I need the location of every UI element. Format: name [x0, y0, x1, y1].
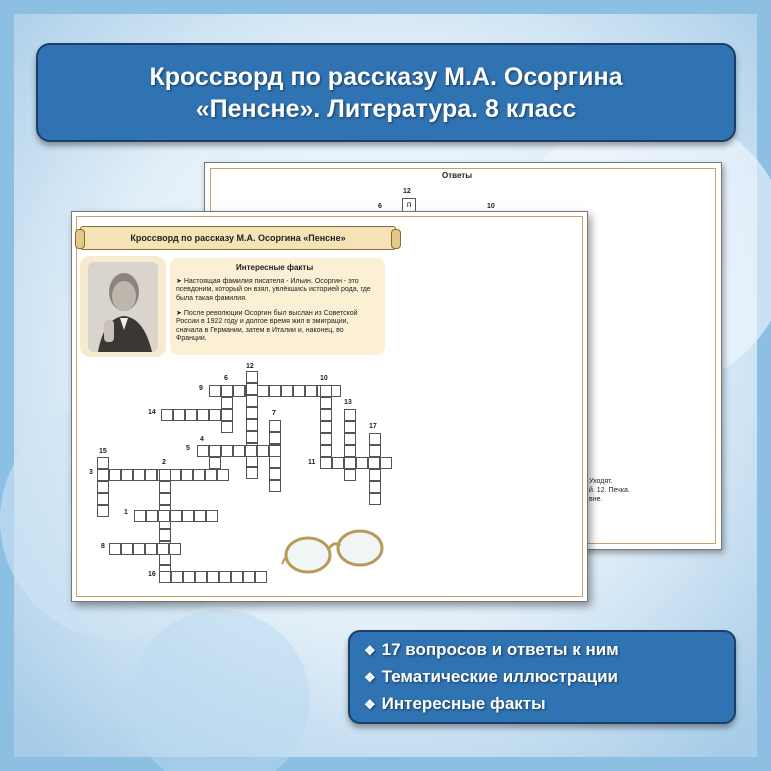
crossword-cell — [221, 397, 233, 409]
crossword-cell — [245, 445, 257, 457]
crossword-cell — [269, 468, 281, 480]
crossword-cell — [320, 457, 332, 469]
crossword-number: 3 — [89, 469, 93, 476]
crossword-cell — [257, 385, 269, 397]
crossword-cell — [246, 419, 258, 431]
crossword-cell — [97, 505, 109, 517]
crossword-cell — [369, 445, 381, 457]
crossword-cell — [281, 385, 293, 397]
crossword-cell — [269, 385, 281, 397]
crossword-cell — [97, 493, 109, 505]
crossword-cell — [269, 456, 281, 468]
answer-fragment-3: вне. — [589, 496, 603, 503]
crossword-cell — [146, 510, 158, 522]
crossword-cell — [159, 529, 171, 541]
crossword-cell — [157, 543, 169, 555]
crossword-cell — [161, 409, 173, 421]
crossword-cell — [181, 469, 193, 481]
crossword-number: 6 — [224, 375, 228, 382]
crossword-cell — [183, 571, 195, 583]
crossword-cell — [369, 469, 381, 481]
crossword-cell — [173, 409, 185, 421]
crossword-cell — [170, 510, 182, 522]
crossword-cell — [369, 493, 381, 505]
title-banner — [36, 43, 736, 142]
crossword-cell — [171, 571, 183, 583]
pince-nez-icon — [280, 520, 390, 580]
crossword-number: 5 — [186, 445, 190, 452]
crossword-cell — [182, 510, 194, 522]
crossword-cell — [209, 457, 221, 469]
title-line-1: Кроссворд по рассказу М.А. Осоргина — [149, 62, 623, 91]
crossword-cell — [195, 571, 207, 583]
crossword-cell — [121, 543, 133, 555]
crossword-cell — [221, 409, 233, 421]
crossword-cell — [320, 433, 332, 445]
crossword-cell — [145, 543, 157, 555]
crossword-cell — [344, 445, 356, 457]
feature-1: ❖ 17 вопросов и ответы к ним — [364, 640, 619, 659]
crossword-cell — [206, 510, 218, 522]
crossword-number: 10 — [320, 375, 328, 382]
crossword-cell — [320, 409, 332, 421]
author-portrait-icon — [80, 256, 166, 357]
fact-2: ➤ После революции Осоргин был выслан из Советской России в 1922 году и долгое время жил в эмиграции, сначала в Германии, затем в Италии и, наконец, во Франции. — [176, 310, 358, 343]
crossword-number: 11 — [308, 459, 316, 466]
answer-fragment-2: й. 12. Печка. — [589, 487, 630, 494]
crossword-cell — [369, 481, 381, 493]
facts-title: Интересные факты — [236, 263, 314, 272]
crossword-cell — [231, 571, 243, 583]
crossword-cell — [194, 510, 206, 522]
crossword-cell — [269, 432, 281, 444]
crossword-cell — [243, 571, 255, 583]
crossword-cell — [133, 543, 145, 555]
crossword-number: 2 — [162, 459, 166, 466]
crossword-number: 14 — [148, 409, 156, 416]
crossword-cell — [109, 543, 121, 555]
crossword-number: 8 — [101, 543, 105, 550]
crossword-cell — [121, 469, 133, 481]
title-line-2: «Пенсне». Литература. 8 класс — [195, 94, 577, 123]
crossword-cell — [344, 457, 356, 469]
crossword-cell — [159, 469, 171, 481]
crossword-cell — [246, 371, 258, 383]
crossword-cell — [221, 385, 233, 397]
crossword-cell — [332, 457, 344, 469]
crossword-cell — [197, 445, 209, 457]
facts-panel — [170, 258, 385, 355]
crossword-cell — [209, 445, 221, 457]
crossword-cell — [255, 571, 267, 583]
crossword-cell — [269, 445, 281, 457]
crossword-cell — [305, 385, 317, 397]
crossword-cell — [158, 510, 170, 522]
crossword-cell — [97, 457, 109, 469]
fact-1: ➤ Настоящая фамилия писателя - Ильин. Осоргин - это псевдоним, который он взял, увлёкшись историей рода, где была такая фамилия. — [176, 278, 371, 302]
crossword-cell — [344, 409, 356, 421]
crossword-cell — [320, 397, 332, 409]
crossword-cell — [246, 383, 258, 395]
crossword-cell — [269, 480, 281, 492]
crossword-cell — [97, 481, 109, 493]
crossword-cell — [293, 385, 305, 397]
crossword-number: 9 — [199, 385, 203, 392]
crossword-cell — [344, 421, 356, 433]
crossword-cell — [320, 421, 332, 433]
crossword-cell — [209, 409, 221, 421]
crossword-number: 7 — [272, 410, 276, 417]
crossword-cell — [133, 469, 145, 481]
crossword-cell — [205, 469, 217, 481]
crossword-cell — [369, 433, 381, 445]
crossword-cell — [246, 407, 258, 419]
crossword-cell — [246, 467, 258, 479]
crossword-number: 17 — [369, 423, 377, 430]
diamond-bullet-icon: ❖ — [364, 643, 376, 658]
crossword-cell — [368, 457, 380, 469]
crossword-cell — [269, 420, 281, 432]
crossword-cell — [221, 445, 233, 457]
crossword-cell — [159, 493, 171, 505]
crossword-cell — [193, 469, 205, 481]
crossword-cell — [109, 469, 121, 481]
crossword-number: 16 — [148, 571, 156, 578]
author-photo-frame — [80, 256, 166, 357]
crossword-number: 4 — [200, 436, 204, 443]
features-panel — [348, 630, 736, 724]
crossword-header-scroll: Кроссворд по рассказу М.А. Осоргина «Пенсне» — [80, 226, 396, 250]
crossword-cell — [197, 409, 209, 421]
crossword-cell — [246, 395, 258, 407]
crossword-cell — [217, 469, 229, 481]
diamond-bullet-icon: ❖ — [364, 697, 376, 712]
diamond-bullet-icon: ❖ — [364, 670, 376, 685]
answer-fragment-1: Уходят. — [589, 478, 613, 485]
crossword-cell — [134, 510, 146, 522]
crossword-cell — [169, 543, 181, 555]
crossword-cell — [207, 571, 219, 583]
crossword-number: 15 — [99, 448, 107, 455]
crossword-cell — [233, 445, 245, 457]
feature-3: ❖ Интересные факты — [364, 694, 546, 713]
crossword-cell — [344, 433, 356, 445]
crossword-cell — [356, 457, 368, 469]
crossword-cell — [185, 409, 197, 421]
answer-letter-cell: п — [402, 198, 416, 212]
crossword-cell — [233, 385, 245, 397]
answers-number-10: 10 — [487, 203, 495, 210]
crossword-cell — [209, 385, 221, 397]
crossword-cell — [320, 385, 332, 397]
crossword-cell — [380, 457, 392, 469]
crossword-cell — [219, 571, 231, 583]
crossword-cell — [320, 445, 332, 457]
crossword-cell — [97, 469, 109, 481]
crossword-number: 12 — [246, 363, 254, 370]
crossword-cell — [159, 571, 171, 583]
crossword-cell — [344, 469, 356, 481]
feature-2: ❖ Тематические иллюстрации — [364, 667, 619, 686]
answers-heading: Ответы — [442, 171, 473, 180]
crossword-cell — [221, 421, 233, 433]
crossword-number: 1 — [124, 509, 128, 516]
crossword-cell — [159, 481, 171, 493]
crossword-cell — [246, 431, 258, 443]
crossword-cell — [145, 469, 157, 481]
answers-number-12: 12 — [403, 188, 411, 195]
crossword-number: 13 — [344, 399, 352, 406]
crossword-cell — [257, 445, 269, 457]
answers-number-6: 6 — [378, 203, 382, 210]
